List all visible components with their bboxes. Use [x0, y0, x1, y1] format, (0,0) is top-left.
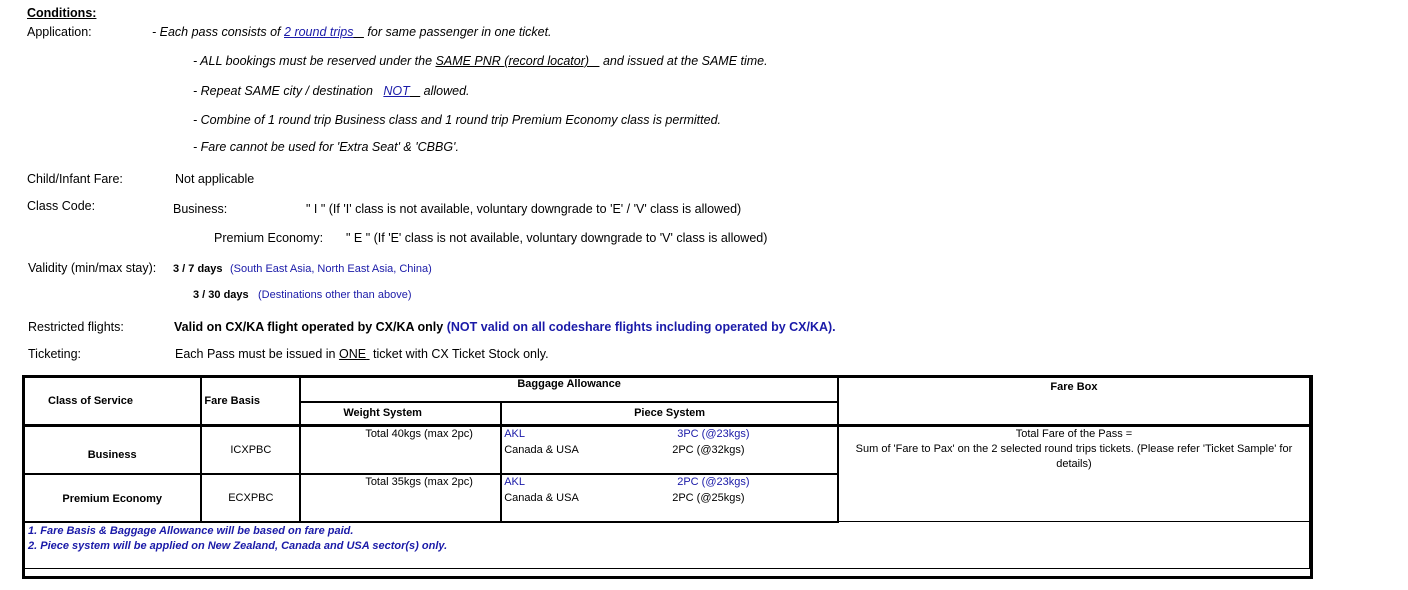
row-piece-business	[501, 426, 838, 474]
round-trips-link[interactable]: 2 round trips	[284, 25, 354, 39]
text: Each Pass must be issued in	[175, 347, 339, 361]
text: and issued at the SAME time.	[602, 54, 768, 68]
fare-box-line-2: Sum of 'Fare to Pax' on the 2 selected round trips tickets. (Please refer 'Ticket Sample' for	[855, 443, 1293, 455]
text: - Each pass consists of	[152, 25, 285, 39]
text: for same passenger in one ticket.	[367, 25, 552, 39]
text: Valid on CX/KA flight operated by CX/KA only	[174, 320, 444, 334]
application-label: Application:	[27, 25, 92, 39]
ticketing-value	[175, 347, 549, 361]
row-class-business: Business	[24, 426, 202, 474]
conditions-heading: Conditions:	[27, 6, 97, 20]
validity-row1-note: (South East Asia, North East Asia, China)	[230, 263, 432, 275]
header-class-of-service: Class of Service	[24, 377, 202, 426]
header-fare-basis: Fare Basis	[201, 377, 300, 426]
business-value: " I " (If 'I' class is not available, voluntary downgrade to 'E' / 'V' class is allowed)	[306, 202, 742, 216]
text: - Repeat SAME city / destination	[193, 84, 377, 98]
restricted-note: (NOT valid on all codeshare flights including operated by CX/KA).	[446, 320, 836, 334]
piece-val-akl: 3PC (@23kgs)	[677, 428, 750, 440]
text: - ALL bookings must be reserved under the	[193, 54, 436, 68]
child-infant-label: Child/Infant Fare:	[27, 172, 123, 186]
piece-val-canada-usa: 2PC (@32kgs)	[672, 444, 745, 456]
text: allowed.	[423, 84, 470, 98]
premium-label: Premium Economy:	[214, 231, 324, 245]
application-line-5: - Fare cannot be used for 'Extra Seat' & 'CBBG'.	[193, 140, 459, 154]
header-baggage-allowance: Baggage Allowance	[300, 377, 838, 402]
application-line-2	[193, 54, 768, 68]
ticketing-label: Ticketing:	[28, 347, 82, 361]
piece-val-akl: 2PC (@23kgs)	[677, 475, 750, 488]
not-link[interactable]: NOT	[383, 84, 410, 98]
piece-val-canada-usa: 2PC (@25kgs)	[672, 491, 745, 504]
fare-table	[23, 376, 1310, 569]
same-pnr-text: SAME PNR (record locator)	[435, 54, 590, 68]
row-class-premium-economy: Premium Economy	[24, 474, 202, 522]
piece-loc-akl: AKL	[504, 475, 525, 488]
header-weight-system: Weight System	[300, 402, 501, 426]
validity-row1-value: 3 / 7 days	[173, 263, 223, 275]
row-weight-business: Total 40kgs (max 2pc)	[300, 426, 501, 474]
validity-label: Validity (min/max stay):	[28, 261, 157, 275]
business-label: Business:	[173, 202, 228, 216]
piece-loc-canada-usa: Canada & USA	[504, 444, 579, 456]
row-fare-basis-business: ICXPBC	[201, 426, 300, 474]
child-infant-value: Not applicable	[175, 172, 255, 186]
row-piece-premium	[501, 474, 838, 522]
application-line-1	[152, 25, 552, 39]
header-fare-box: Fare Box	[838, 377, 1310, 426]
restricted-value	[174, 320, 836, 334]
validity-row2-note: (Destinations other than above)	[258, 289, 412, 301]
one-text: ONE	[338, 347, 367, 361]
fare-box-line-3: details)	[1056, 458, 1092, 470]
row-weight-premium: Total 35kgs (max 2pc)	[300, 474, 501, 522]
application-line-4: - Combine of 1 round trip Business class and 1 round trip Premium Economy class is permitted.	[193, 113, 722, 127]
fare-box-line-1: Total Fare of the Pass =	[1015, 428, 1133, 440]
application-line-3	[193, 84, 470, 98]
piece-loc-canada-usa: Canada & USA	[504, 491, 579, 504]
text: ticket with CX Ticket Stock only.	[369, 347, 549, 361]
piece-loc-akl: AKL	[504, 428, 525, 440]
restricted-label: Restricted flights:	[28, 320, 124, 334]
validity-row2-value: 3 / 30 days	[193, 289, 249, 301]
fare-box-cell	[838, 426, 1310, 522]
note-2: 2. Piece system will be applied on New Zealand, Canada and USA sector(s) only.	[28, 539, 448, 552]
class-code-label: Class Code:	[27, 199, 96, 213]
table-row	[24, 426, 1310, 474]
table-notes	[24, 522, 1310, 569]
premium-value: " E " (If 'E' class is not available, voluntary downgrade to 'V' class is allowed)	[346, 231, 768, 245]
note-1: 1. Fare Basis & Baggage Allowance will be based on fare paid.	[28, 524, 354, 537]
header-piece-system: Piece System	[501, 402, 838, 426]
row-fare-basis-premium: ECXPBC	[201, 474, 300, 522]
